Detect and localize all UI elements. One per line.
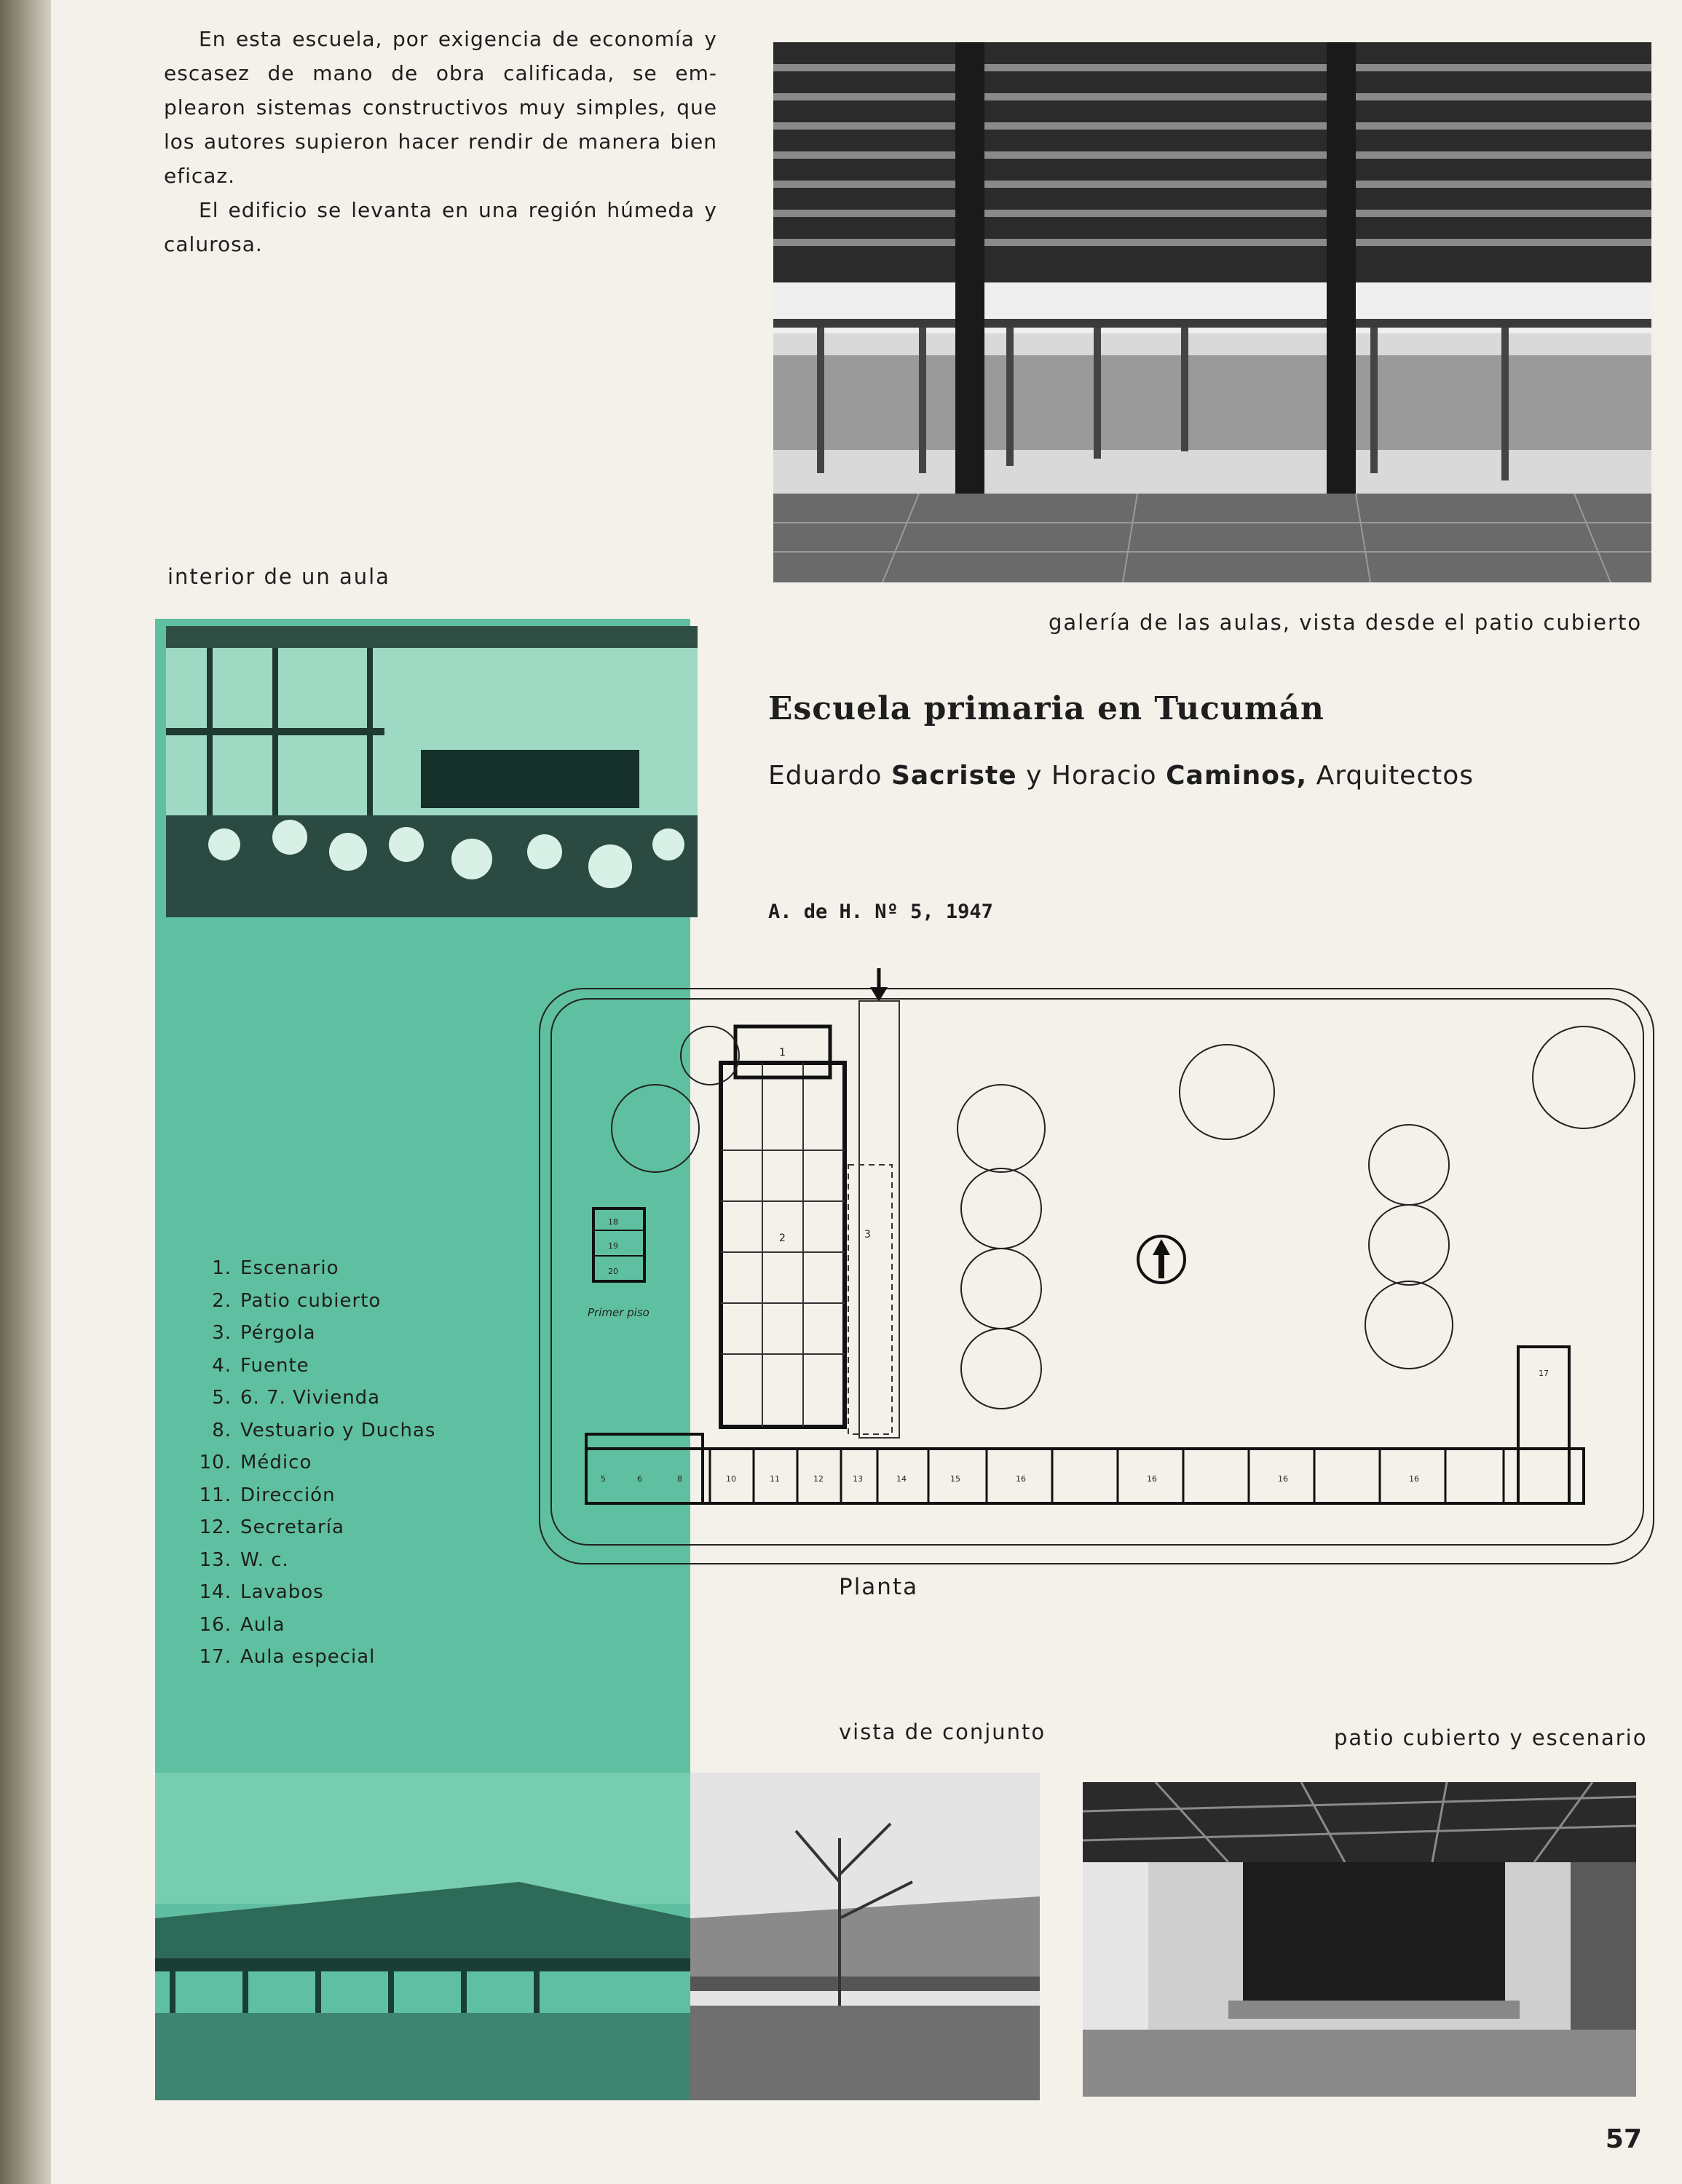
caption-stage: patio cubierto y escenario (1334, 1725, 1648, 1750)
author-first-surname: Sacriste (891, 761, 1017, 791)
publication-reference: A. de H. Nº 5, 1947 (768, 901, 993, 923)
intro-paragraph-2: El edificio se levanta en una región húmeda y calurosa. (164, 198, 717, 256)
caption-classroom: interior de un aula (167, 564, 390, 589)
legend-item: 13. W. c. (199, 1548, 289, 1571)
author-second-surname: Caminos, (1166, 761, 1308, 791)
author-first-given: Eduardo (768, 761, 891, 791)
legend-item: 12. Secretaría (199, 1516, 344, 1538)
plan-stage (735, 1026, 830, 1077)
svg-text:14: 14 (896, 1474, 907, 1484)
intro-text (164, 22, 717, 261)
legend-item: 3. Pérgola (212, 1322, 316, 1344)
plan-legend (197, 1252, 435, 1674)
svg-text:15: 15 (950, 1474, 960, 1484)
svg-text:12: 12 (813, 1474, 824, 1484)
svg-text:8: 8 (677, 1474, 682, 1484)
legend-item: 5. 6. 7. Vivienda (212, 1387, 381, 1409)
legend-item: 11. Dirección (199, 1484, 336, 1506)
legend-item: 14. Lavabos (199, 1581, 324, 1603)
classroom-photo (166, 626, 698, 917)
authors-line (768, 761, 1474, 791)
caption-overall-view: vista de conjunto (839, 1720, 1046, 1744)
book-binding (0, 0, 51, 2184)
caption-plan: Planta (839, 1574, 919, 1600)
svg-text:6: 6 (637, 1474, 642, 1484)
svg-text:16: 16 (1278, 1474, 1288, 1484)
stage-photo (1083, 1782, 1636, 2097)
legend-item: 1. Escenario (212, 1257, 339, 1279)
legend-item: 4. Fuente (212, 1354, 309, 1377)
svg-text:16: 16 (1147, 1474, 1157, 1484)
authors-connector: y Horacio (1016, 761, 1166, 791)
svg-text:18: 18 (608, 1217, 618, 1227)
svg-text:16: 16 (1016, 1474, 1026, 1484)
svg-text:11: 11 (770, 1474, 780, 1484)
legend-item: 10. Médico (199, 1452, 312, 1473)
authors-role: Arquitectos (1307, 761, 1474, 791)
svg-text:19: 19 (608, 1241, 618, 1251)
svg-text:13: 13 (853, 1474, 863, 1484)
floor-plan (535, 968, 1657, 1565)
gallery-photo (773, 42, 1651, 582)
svg-text:17: 17 (1539, 1369, 1549, 1378)
legend-item: 8. Vestuario y Duchas (212, 1419, 436, 1441)
legend-item: 17. Aula especial (199, 1646, 376, 1668)
svg-text:1: 1 (779, 1047, 786, 1059)
page-title: Escuela primaria en Tucumán (768, 690, 1324, 727)
svg-text:10: 10 (726, 1474, 736, 1484)
legend-item: 2. Patio cubierto (212, 1289, 382, 1312)
legend-item: 16. Aula (199, 1613, 285, 1636)
page-number: 57 (1605, 2124, 1642, 2154)
overall-view-photo (155, 1773, 1040, 2100)
plan-pergola-label: 3 (864, 1229, 871, 1241)
caption-gallery: galería de las aulas, vista desde el patio cubierto (1049, 610, 1643, 635)
plan-covered-patio (721, 1063, 845, 1427)
svg-text:Primer piso: Primer piso (588, 1306, 649, 1319)
svg-text:20: 20 (608, 1267, 618, 1276)
north-arrow-icon (1138, 1236, 1185, 1283)
svg-text:16: 16 (1409, 1474, 1419, 1484)
svg-text:5: 5 (601, 1474, 606, 1484)
svg-text:2: 2 (779, 1233, 786, 1244)
entrance-arrow-icon (870, 968, 888, 1002)
intro-paragraph-1: En esta escuela, por exigencia de economía y escasez de mano de obra calificada, se em- plearon sistemas constructivos muy simples, que los autores supieron hacer rendir de manera bien eficaz. (164, 27, 717, 188)
plan-first-floor-inset (588, 1208, 649, 1319)
